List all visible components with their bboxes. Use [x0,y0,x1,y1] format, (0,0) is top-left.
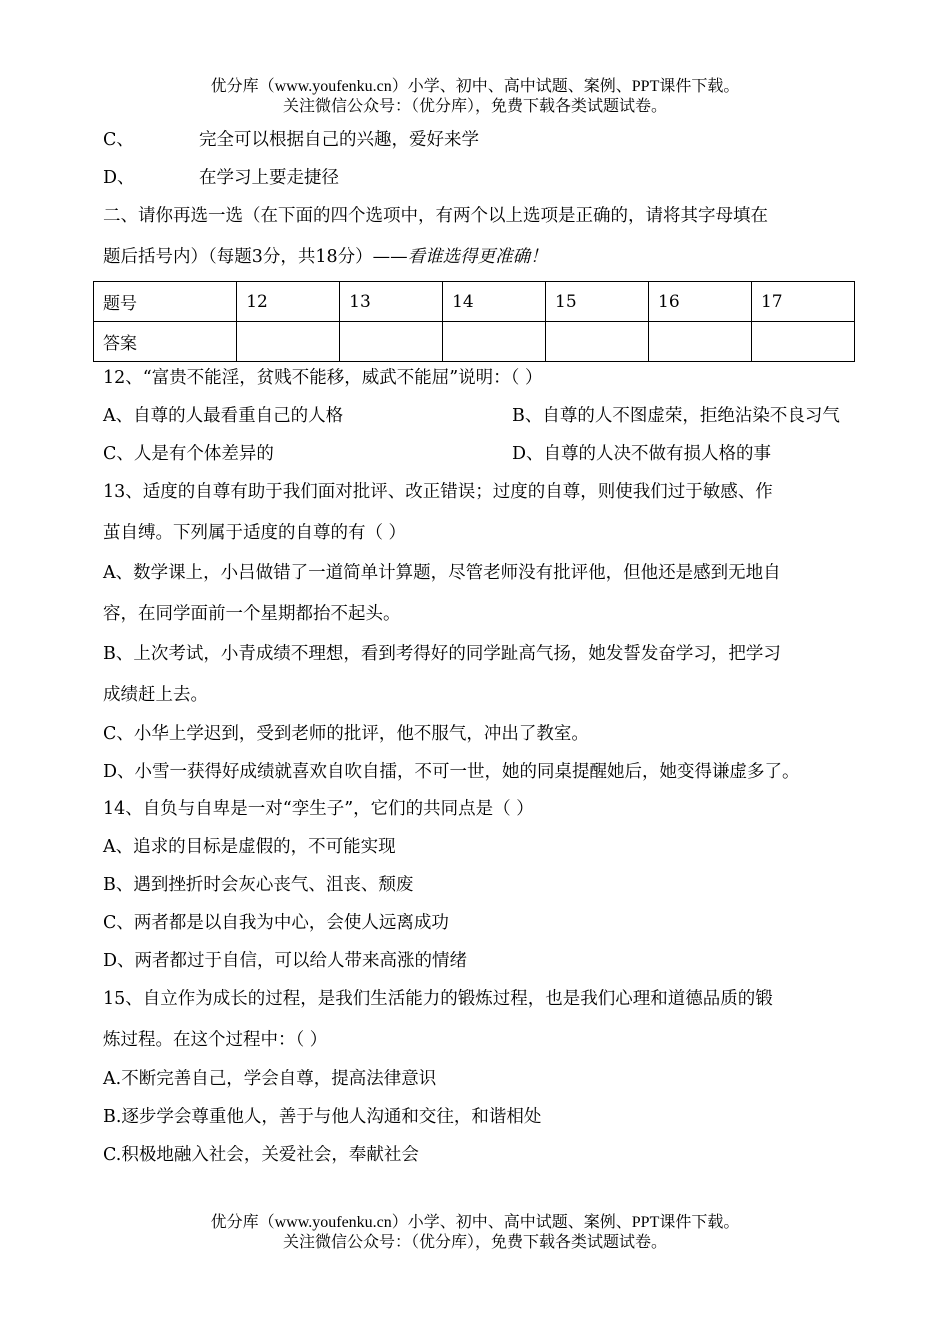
q12-options-ab [103,405,840,427]
answer-cell [443,322,546,362]
table-row [94,282,855,322]
answer-table [93,281,855,362]
section-slogan: 看谁选得更准确！ [407,247,548,267]
q12-option-b: B、自尊的人不图虚荣，拒绝沾染不良习气 [512,406,840,426]
q13-stem-line-1: 13、适度的自尊有助于我们面对批评、改正错误；过度的自尊，则使我们过于敏感、作 [103,482,773,502]
header-line-1: 优分库（www.youfenku.cn）小学、初中、高中试题、案例、PPT课件下载。 [210,78,740,95]
header-line-2: 关注微信公众号：（优分库），免费下载各类试题试卷。 [282,98,667,115]
q15-option-b: B.逐步学会尊重他人，善于与他人沟通和交往，和谐相处 [103,1107,542,1127]
table-cell: 答案 [94,322,237,362]
q12-options-cd [103,443,772,465]
q13-option-b-line-1: B、上次考试，小青成绩不理想，看到考得好的同学趾高气扬，她发誓发奋学习，把学习 [103,644,781,664]
q15-stem-line-1: 15、自立作为成长的过程，是我们生活能力的锻炼过程，也是我们心理和道德品质的锻 [103,989,773,1009]
q12-option-c: C、人是有个体差异的 [103,444,274,464]
q12-option-a: A、自尊的人最看重自己的人格 [103,406,344,426]
answer-cell [237,322,340,362]
table-cell: 16 [649,282,752,322]
q13-option-a-line-1: A、数学课上，小吕做错了一道简单计算题，尽管老师没有批评他，但他还是感到无地自 [103,563,781,583]
q13-stem-line-2: 茧自缚。下列属于适度的自尊的有（ ） [103,523,407,543]
answer-cell [546,322,649,362]
q13-option-d: D、小雪一获得好成绩就喜欢自吹自擂，不可一世，她的同桌提醒她后，她变得谦虚多了。 [103,762,800,782]
section-title-line-1: 二、请你再选一选（在下面的四个选项中，有两个以上选项是正确的，请将其字母填在 [103,206,768,226]
answer-cell [649,322,752,362]
q15-option-c: C.积极地融入社会，关爱社会，奉献社会 [103,1145,419,1165]
q13-option-a-line-2: 容，在同学面前一个星期都抬不起头。 [103,604,401,624]
q14-stem: 14、自负与自卑是一对“孪生子”，它们的共同点是（ ） [103,799,534,819]
q13-option-c: C、小华上学迟到，受到老师的批评，他不服气，冲出了教室。 [103,724,589,744]
table-row [94,322,855,362]
q15-stem-line-2: 炼过程。在这个过程中：（ ） [103,1030,328,1050]
section-title-line-2: 题后括号内）（每题3分，共18分）——看谁选得更准确！ [103,247,548,267]
table-cell: 13 [340,282,443,322]
q15-option-a: A.不断完善自己，学会自尊，提高法律意识 [103,1069,437,1089]
q14-option-c: C、两者都是以自我为中心，会使人远离成功 [103,913,449,933]
q12-option-d: D、自尊的人决不做有损人格的事 [512,444,772,464]
q14-option-a: A、追求的目标是虚假的，不可能实现 [103,837,396,857]
table-cell: 12 [237,282,340,322]
answer-cell [751,322,854,362]
q14-option-b: B、遇到挫折时会灰心丧气、沮丧、颓废 [103,875,414,895]
table-cell: 14 [443,282,546,322]
footer-line-2: 关注微信公众号：（优分库），免费下载各类试题试卷。 [282,1234,667,1251]
q12-stem: 12、“富贵不能淫，贫贱不能移，威武不能屈”说明：（ ） [103,368,543,388]
table-cell: 15 [546,282,649,322]
table-cell: 题号 [94,282,237,322]
q14-option-d: D、两者都过于自信，可以给人带来高涨的情绪 [103,951,468,971]
q13-option-b-line-2: 成绩赶上去。 [103,685,208,705]
table-cell: 17 [751,282,854,322]
option-d: D、 在学习上要走捷径 [103,168,339,188]
footer-line-1: 优分库（www.youfenku.cn）小学、初中、高中试题、案例、PPT课件下载。 [210,1214,740,1231]
option-c: C、 完全可以根据自己的兴趣，爱好来学 [103,130,479,150]
answer-cell [340,322,443,362]
